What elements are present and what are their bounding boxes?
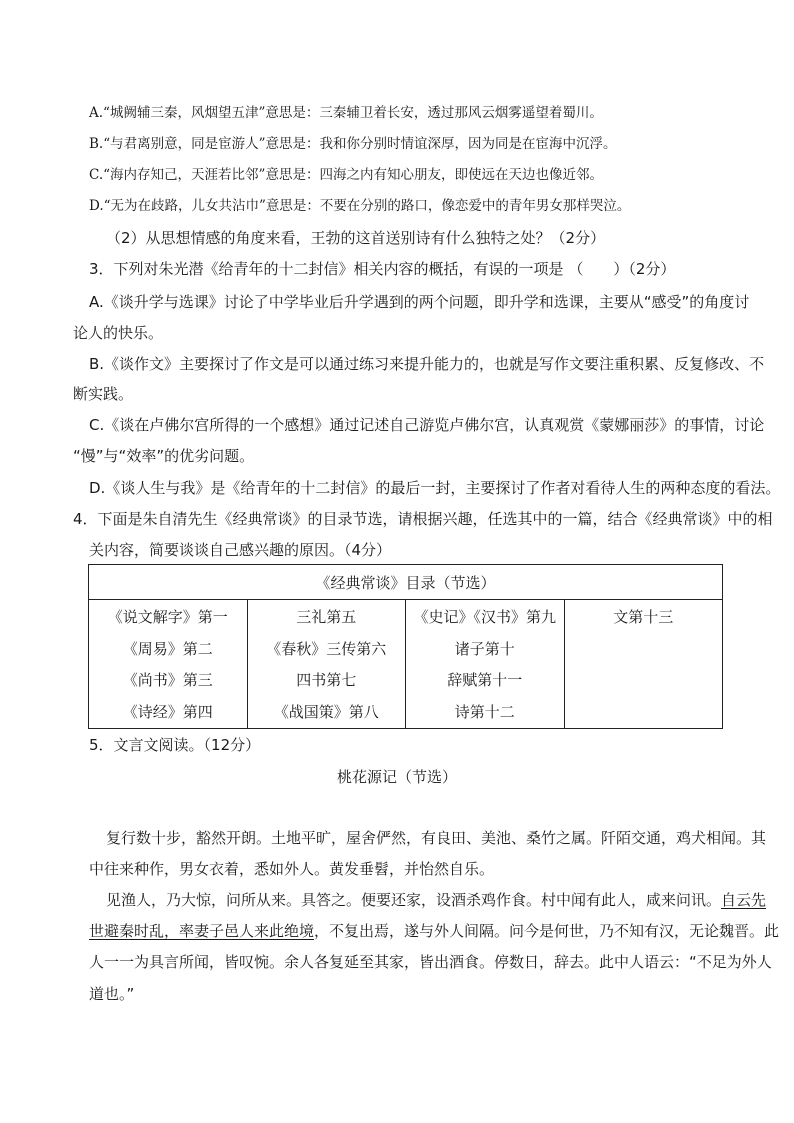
toc-entry: 《说文解字》第一 <box>107 608 228 626</box>
toc-column-3 <box>406 600 565 729</box>
toc-entry: 《史记》《汉书》第九 <box>413 608 556 626</box>
toc-entry: 《春秋》三传第六 <box>266 639 387 658</box>
q2-option-d: D.“无为在歧路，儿女共沾巾”意思是：不要在分别的路口，像恋爱中的青年男女那样哭泣。 <box>89 198 631 214</box>
passage-p2-line3: 人一一为具言所闻，皆叹惋。余人各复延至其家，皆出酒食。停数日，辞去。此中人语云：“不足为外人 <box>89 953 772 971</box>
passage-text: 见渔人，乃大惊，问所从来。具答之。便要还家，设酒杀鸡作食。村中闻有此人，咸来问讯。 <box>106 891 722 909</box>
q3-option-c-line1: C.《谈在卢佛尔宫所得的一个感想》通过记述自己游览卢佛尔宫，认真观赏《蒙娜丽莎》的事情，讨论 <box>89 416 765 434</box>
q5-stem: 5．文言文阅读。（12分） <box>89 736 261 754</box>
q3-option-a-line2: 论人的快乐。 <box>73 324 164 342</box>
passage-p2-line2 <box>89 921 779 941</box>
passage-title: 桃花源记（节选） <box>336 768 457 786</box>
table-header: 《经典常谈》目录（节选） <box>89 565 723 600</box>
toc-entry: 《战国策》第八 <box>273 702 379 721</box>
q2-option-a: A.“城阙辅三秦，风烟望五津”意思是：三秦辅卫着长安，透过那风云烟雾遥望着蜀川。 <box>89 105 603 121</box>
q3-option-d: D.《谈人生与我》是《给青年的十二封信》的最后一封，主要探讨了作者对看待人生的两种态度的看法。 <box>89 479 781 497</box>
toc-column-4 <box>564 600 723 729</box>
passage-text: ，不复出焉，遂与外人间隔。问今是何世，乃不知有汉，无论魏晋。此 <box>314 922 780 940</box>
q3-option-a-line1: A.《谈升学与选课》讨论了中学毕业后升学遇到的两个问题，即升学和选课，主要从“感受”的角度讨 <box>89 293 750 311</box>
toc-entry: 《周易》第二 <box>122 639 213 658</box>
toc-entry: 诗第十二 <box>454 702 515 721</box>
q3-option-b-line1: B.《谈作文》主要探讨了作文是可以通过练习来提升能力的，也就是写作文要注重积累、反复修改、不 <box>89 355 765 373</box>
q4-stem-line1: 4．下面是朱自清先生《经典常谈》的目录节选，请根据兴趣，任选其中的一篇，结合《经典常谈》中的相 <box>73 510 773 528</box>
passage-p2-line1 <box>106 890 766 910</box>
q3-option-c-line2: “慢”与“效率”的优劣问题。 <box>73 447 255 465</box>
table-of-contents <box>88 564 723 729</box>
toc-entry: 三礼第五 <box>296 608 357 626</box>
q3-option-b-line2: 断实践。 <box>73 385 134 403</box>
toc-entry: 辞赋第十一 <box>447 671 523 689</box>
q4-stem-line2: 关内容，简要谈谈自己感兴趣的原因。（4分） <box>89 541 392 559</box>
q2-option-b: B.“与君离别意，同是宦游人”意思是：我和你分别时情谊深厚，因为同是在宦海中沉浮。 <box>89 136 617 152</box>
passage-p2-line4: 道也。” <box>89 985 135 1003</box>
toc-entry: 诸子第十 <box>454 639 515 658</box>
passage-p1-line2: 中往来种作，男女衣着，悉如外人。黄发垂髫，并怡然自乐。 <box>89 860 495 878</box>
underlined-sentence-part1: 自云先 <box>721 891 767 909</box>
toc-column-2 <box>247 600 406 729</box>
toc-entry: 《尚书》第三 <box>122 671 213 689</box>
toc-entry: 四书第七 <box>296 671 357 689</box>
q3-stem: 3．下列对朱光潜《给青年的十二封信》相关内容的概括，有误的一项是 （ ）（2分） <box>89 260 676 278</box>
toc-entry: 《诗经》第四 <box>122 702 213 721</box>
toc-column-1 <box>89 600 248 729</box>
underlined-sentence-part2: 世避秦时乱，率妻子邑人来此绝境 <box>89 922 315 940</box>
q2-option-c: C.“海内存知己，天涯若比邻”意思是：四海之内有知心朋友，即使远在天边也像近邻。 <box>89 167 603 183</box>
q2-subquestion-2: （2）从思想情感的角度来看，王勃的这首送别诗有什么独特之处？（2分） <box>106 229 606 247</box>
passage-p1-line1: 复行数十步，豁然开朗。土地平旷，屋舍俨然，有良田、美池、桑竹之属。阡陌交通，鸡犬相闻。其 <box>106 829 767 847</box>
toc-entry: 文第十三 <box>613 608 674 626</box>
